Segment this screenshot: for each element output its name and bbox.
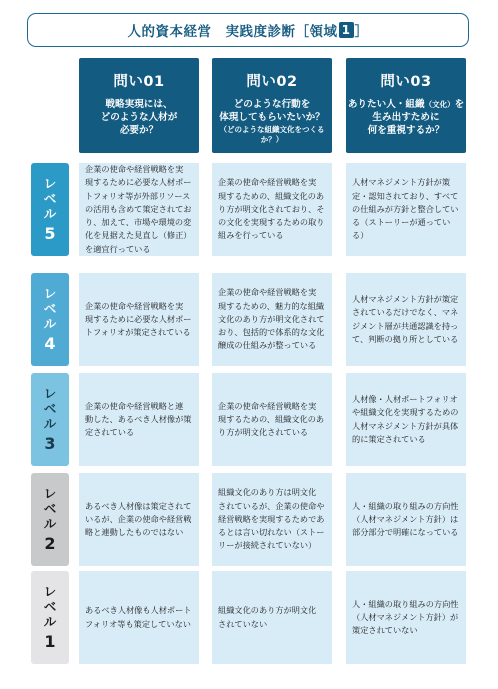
- cell-text: あるべき人材像も人材ポート フォリオ等も策定していない: [85, 605, 192, 629]
- level-word-char: ル: [43, 515, 57, 531]
- level-label-inner: [44, 286, 57, 354]
- question-text: どのような行動を 体現してもらいたいか？: [219, 99, 325, 123]
- level-word-char: ベ: [43, 598, 57, 614]
- cell-text: あるべき人材像は策定されて いるが、企業の使命や経営戦 略と連動したものではない: [85, 500, 192, 538]
- question-subtext: （どのような組織文化をつくるか？）: [219, 125, 325, 144]
- level-word-char: ル: [43, 613, 57, 629]
- level-word-char: ル: [43, 205, 57, 221]
- level-word-char: ベ: [43, 190, 57, 206]
- question-text: [348, 98, 464, 137]
- cell-text: 企業の使命や経営戦略を実 現するための、組織文化のあ り方が明文化されている: [218, 400, 325, 438]
- level-word: [44, 286, 57, 331]
- level-5-label: [31, 163, 69, 256]
- question-text-part: を 生み出すために 何を重視するか？: [367, 99, 465, 136]
- level-word-char: レ: [43, 175, 57, 191]
- level-word: [44, 176, 57, 221]
- level-label-inner: [44, 176, 57, 244]
- cell-text: 企業の使命や経営戦略を実 現するための、魅力的な組織 文化のあり方が明文化されて おり、包括的で体系的な文化 醸成の仕組みが整っている: [218, 287, 325, 351]
- level-word-char: ル: [43, 315, 57, 331]
- level-2-question-1-cell: [79, 473, 199, 566]
- level-label-inner: [44, 584, 57, 652]
- level-1-question-1-cell: [79, 571, 199, 664]
- level-1-label: [31, 571, 69, 664]
- cell-text: 人材マネジメント方針が策定 されているだけでなく、マネ ジメント層が共通認識を持っ て、判断の拠り所としている: [352, 294, 459, 344]
- domain-number-badge: 1: [339, 22, 354, 38]
- level-label-inner: [44, 486, 57, 554]
- level-word: [44, 584, 57, 629]
- cell-text: 人・組織の取り組みの方向性 （人材マネジメント方針）は 部分部分で明確になっている: [352, 500, 459, 538]
- level-4-question-3-cell: [346, 273, 466, 366]
- cell-text: 人材マネジメント方針が策 定・認知されており、すべて の仕組みが方針と整合してい る（ストーリーが通っている）: [352, 177, 459, 241]
- level-1-question-2-cell: [212, 571, 332, 664]
- cell-text: 企業の使命や経営戦略を実 現するための、組織文化のあ り方が明文化されており、そ の文化を実現するための取り 組みを行っている: [218, 177, 325, 241]
- cell-text: 組織文化のあり方は明文化 されているが、企業の使命や 経営戦略を実現するためであ るとは言い切れない（ストー リーが接続されていない）: [218, 487, 325, 551]
- level-number: 4: [44, 333, 56, 353]
- level-4-label: [31, 273, 69, 366]
- level-word-char: レ: [43, 485, 57, 501]
- question-text-part: ありたい人・組織: [347, 99, 425, 110]
- question-number: 問い03: [380, 74, 432, 90]
- cell-text: 人・組織の取り組みの方向性 （人材マネジメント方針）が 策定されていない: [352, 598, 459, 636]
- question-header-3: [346, 58, 466, 153]
- level-4-question-2-cell: [212, 273, 332, 366]
- level-number: 2: [44, 533, 56, 553]
- level-2-question-3-cell: [346, 473, 466, 566]
- level-word-char: ル: [43, 415, 57, 431]
- question-number: 問い02: [246, 74, 298, 90]
- level-3-question-2-cell: [212, 373, 332, 466]
- level-word-char: ベ: [43, 500, 57, 516]
- level-word-char: ベ: [43, 300, 57, 316]
- question-text: 戦略実現には、 どのような人材が 必要か？: [100, 99, 178, 136]
- question-header-2: [212, 58, 332, 153]
- level-label-inner: [44, 386, 57, 454]
- level-3-question-1-cell: [79, 373, 199, 466]
- level-word: [44, 486, 57, 531]
- level-1-question-3-cell: [346, 571, 466, 664]
- cell-text: 企業の使命や経営戦略を実 現するために必要な人材ポー トフォリオが策定されている: [85, 300, 192, 338]
- level-2-question-2-cell: [212, 473, 332, 566]
- level-number: 1: [44, 631, 56, 651]
- question-number: 問い01: [113, 74, 165, 90]
- level-4-question-1-cell: [79, 273, 199, 366]
- level-2-label: [31, 473, 69, 566]
- level-word-char: レ: [43, 385, 57, 401]
- level-3-label: [31, 373, 69, 466]
- level-5-question-2-cell: [212, 163, 332, 256]
- level-number: 3: [44, 433, 56, 453]
- level-3-question-3-cell: [346, 373, 466, 466]
- cell-text: 企業の使命や経営戦略と連 動した、あるべき人材像が策 定されている: [85, 400, 192, 438]
- question-text-small: （文化）: [424, 100, 455, 109]
- cell-text: 企業の使命や経営戦略を実 現するために必要な人材ポー トフォリオ等が外部リソース の活用も含めて策定されてお り、加えて、市場や環境の変 化を見据えた見直し（修正） を適宜行っている: [85, 164, 192, 254]
- level-5-question-1-cell: [79, 163, 199, 256]
- level-5-question-3-cell: [346, 163, 466, 256]
- level-word-char: ベ: [43, 400, 57, 416]
- cell-text: 組織文化のあり方が明文化 されていない: [218, 605, 317, 629]
- level-word: [44, 386, 57, 431]
- cell-text: 人材像・人材ポートフォリオ や組織文化を実現するための 人材マネジメント方針が具体 的に策定されている: [352, 394, 459, 444]
- level-word-char: レ: [43, 583, 57, 599]
- page-title-text: 人的資本経営 実践度診断［領域: [127, 24, 338, 40]
- page-title: [27, 13, 469, 47]
- level-word-char: レ: [43, 285, 57, 301]
- level-number: 5: [44, 223, 56, 243]
- question-header-1: [79, 58, 199, 153]
- page-title-close: ］: [354, 24, 369, 40]
